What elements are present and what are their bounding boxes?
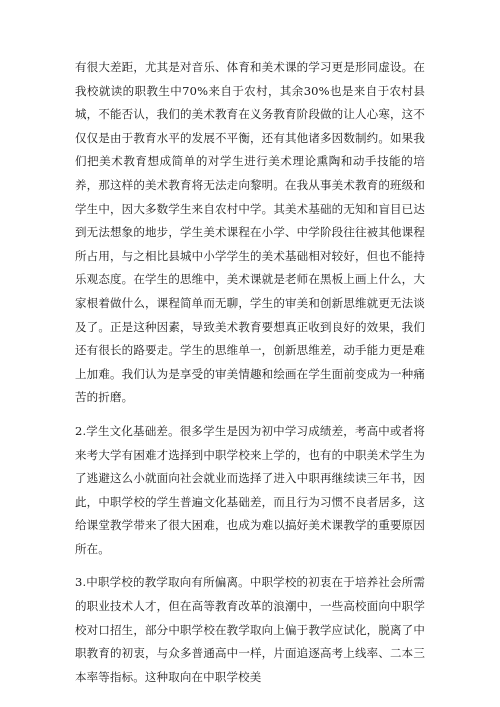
document-body (75, 56, 425, 689)
paragraph-teaching-orientation: 3.中职学校的教学取向有所偏离。中职学校的初衷在于培养社会所需的职业技术人才，但在高等教育改革的浪潮中，一些高校面向中职学校对口招生，部分中职学校在教学取向上偏于教学应试化，脱离了中职教育的初衷，与众多普通高中一样，片面追逐高考上线率、二本三本率等指标。这种取向在中职学校美 (75, 575, 425, 684)
paragraph-weak-cultural-foundation: 2.学生文化基础差。很多学生是因为初中学习成绩差，考高中或者将来考大学有困难才选择到中职学校来上学的，也有的中职美术学生为了逃避这么小就面向社会就业而选择了进入中职再继续读三年书，因此，中职学校的学生普遍文化基础差，而且行为习惯不良者居多，这给课堂教学带来了很大困难，也成为难以搞好美术课教学的重要原因所在。 (75, 423, 425, 556)
paragraph-art-education-gap: 有很大差距，尤其是对音乐、体育和美术课的学习更是形同虚设。在我校就读的职教生中70%来自于农村，其余30%也是来自于农村县城，不能否认，我们的美术教育在义务教育阶段做的让人心寒，这不仅仅是由于教育水平的发展不平衡，还有其他诸多因数制约。如果我们把美术教育想成简单的对学生进行美术理论熏陶和动手技能的培养，那这样的美术教育将无法走向黎明。在我从事美术教育的班级和学生中，因大多数学生来自农村中学。其美术基础的无知和盲目已达到无法想象的地步，学生美术课程在小学、中学阶段往往被其他课程所占用，与之相比县城中小学学生的美术基础相对较好，但也不能持乐观态度。在学生的思维中，美术课就是老师在黑板上画上什么，大家根着做什么，课程简单而无聊，学生的审美和创新思维就更无法谈及了。正是这种因素，导致美术教育要想真正收到良好的效果，我们还有很长的路要走。学生的思维单一，创新思维差，动手能力更是难上加难。我们认为是享受的审美情趣和绘画在学生面前变成为一种痛苦的折磨。 (75, 60, 425, 405)
